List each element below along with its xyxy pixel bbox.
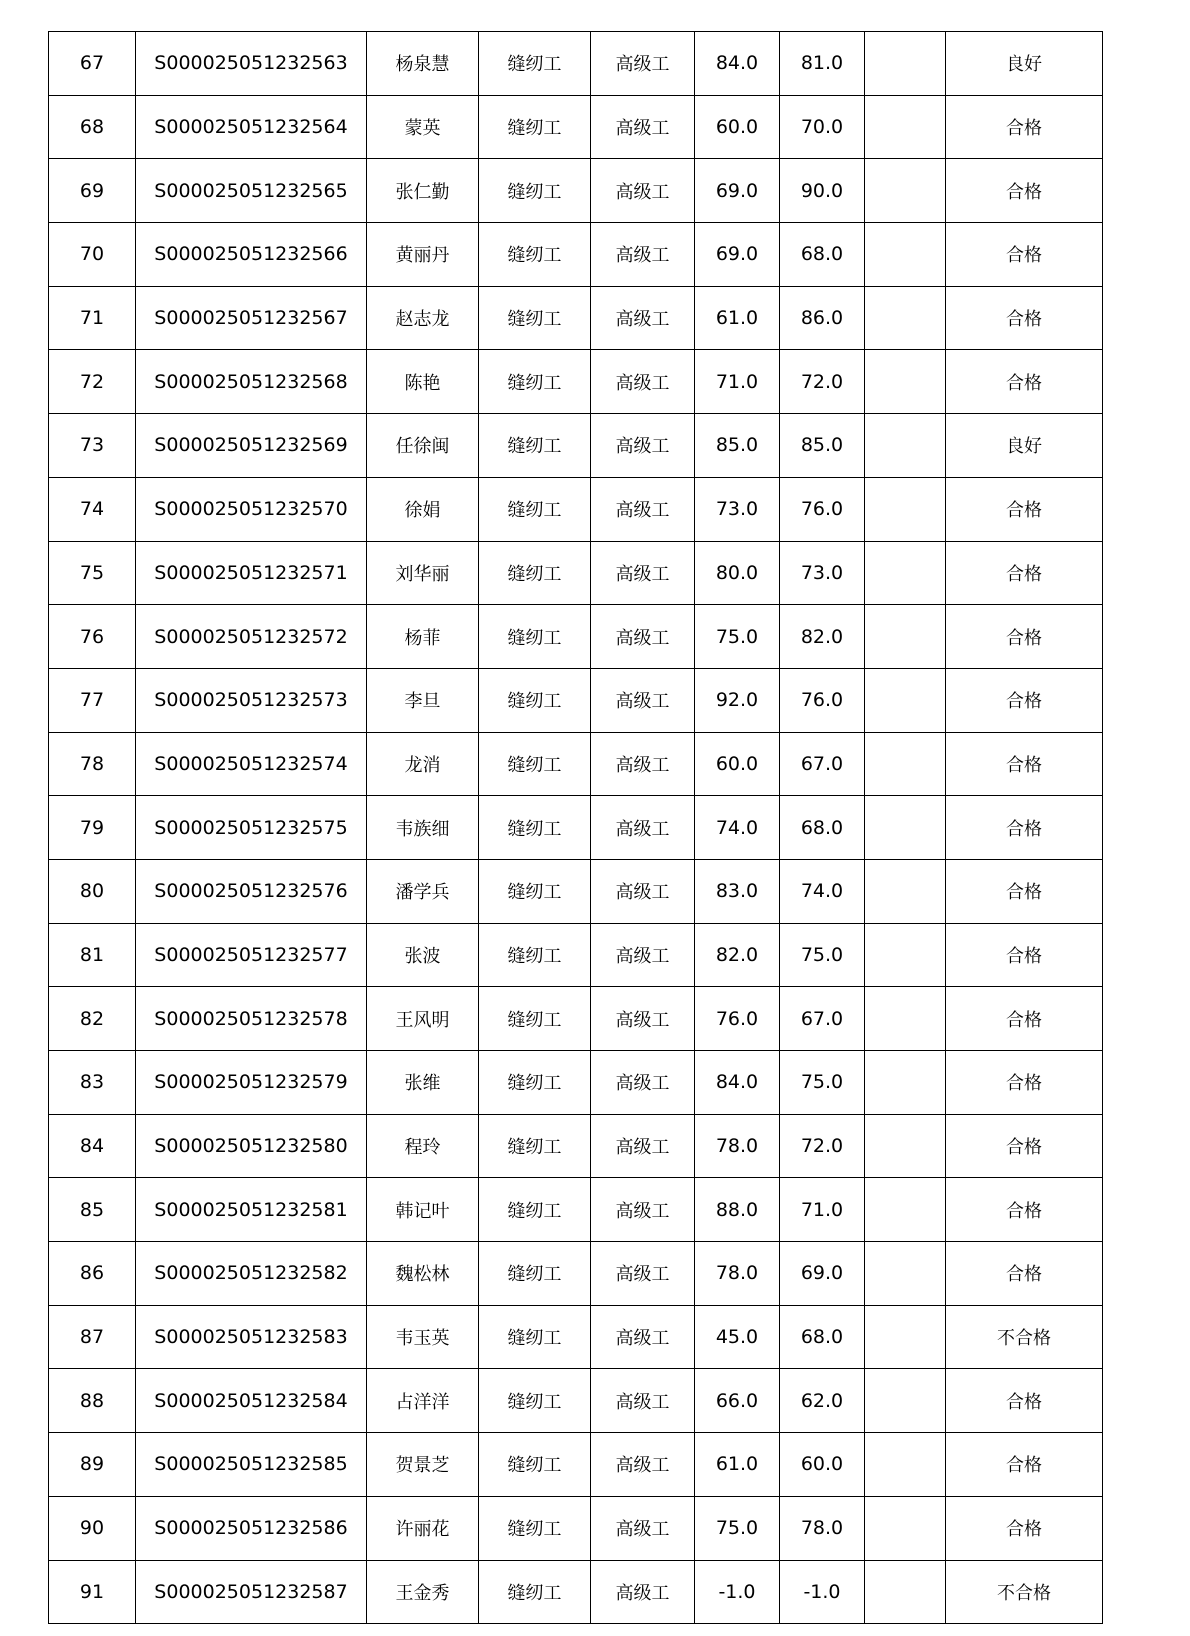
empty-cell bbox=[865, 477, 946, 541]
candidate-id-cell: S000025051232569 bbox=[136, 414, 367, 478]
candidate-id-cell: S000025051232566 bbox=[136, 223, 367, 287]
result-cell: 合格 bbox=[946, 1496, 1103, 1560]
level-cell: 高级工 bbox=[591, 350, 695, 414]
result-cell: 良好 bbox=[946, 32, 1103, 96]
trade-cell: 缝纫工 bbox=[479, 1051, 591, 1115]
row-number-cell: 83 bbox=[49, 1051, 136, 1115]
table-row bbox=[49, 350, 1103, 414]
practical-score-cell: 81.0 bbox=[780, 32, 865, 96]
level-cell: 高级工 bbox=[591, 1178, 695, 1242]
empty-cell bbox=[865, 987, 946, 1051]
row-number-cell: 77 bbox=[49, 668, 136, 732]
candidate-name-cell: 潘学兵 bbox=[367, 859, 479, 923]
theory-score-cell: 69.0 bbox=[695, 223, 780, 287]
table-row bbox=[49, 859, 1103, 923]
theory-score-cell: 92.0 bbox=[695, 668, 780, 732]
practical-score-cell: 71.0 bbox=[780, 1178, 865, 1242]
row-number-cell: 76 bbox=[49, 605, 136, 669]
theory-score-cell: 75.0 bbox=[695, 1496, 780, 1560]
candidate-name-cell: 黄丽丹 bbox=[367, 223, 479, 287]
theory-score-cell: 78.0 bbox=[695, 1114, 780, 1178]
practical-score-cell: 76.0 bbox=[780, 668, 865, 732]
theory-score-cell: 82.0 bbox=[695, 923, 780, 987]
candidate-name-cell: 魏松林 bbox=[367, 1242, 479, 1306]
theory-score-cell: 60.0 bbox=[695, 732, 780, 796]
result-cell: 合格 bbox=[946, 541, 1103, 605]
result-cell: 合格 bbox=[946, 605, 1103, 669]
empty-cell bbox=[865, 286, 946, 350]
empty-cell bbox=[865, 1560, 946, 1624]
empty-cell bbox=[865, 541, 946, 605]
result-cell: 合格 bbox=[946, 350, 1103, 414]
candidate-id-cell: S000025051232572 bbox=[136, 605, 367, 669]
table-row bbox=[49, 223, 1103, 287]
candidate-name-cell: 龙消 bbox=[367, 732, 479, 796]
trade-cell: 缝纫工 bbox=[479, 1433, 591, 1497]
practical-score-cell: 72.0 bbox=[780, 1114, 865, 1178]
candidate-id-cell: S000025051232576 bbox=[136, 859, 367, 923]
theory-score-cell: 75.0 bbox=[695, 605, 780, 669]
table-row bbox=[49, 541, 1103, 605]
table-row bbox=[49, 605, 1103, 669]
level-cell: 高级工 bbox=[591, 859, 695, 923]
level-cell: 高级工 bbox=[591, 1305, 695, 1369]
level-cell: 高级工 bbox=[591, 668, 695, 732]
candidate-name-cell: 徐娟 bbox=[367, 477, 479, 541]
theory-score-cell: 73.0 bbox=[695, 477, 780, 541]
row-number-cell: 74 bbox=[49, 477, 136, 541]
level-cell: 高级工 bbox=[591, 1242, 695, 1306]
practical-score-cell: 68.0 bbox=[780, 796, 865, 860]
trade-cell: 缝纫工 bbox=[479, 732, 591, 796]
candidate-name-cell: 许丽花 bbox=[367, 1496, 479, 1560]
candidate-name-cell: 张维 bbox=[367, 1051, 479, 1115]
practical-score-cell: -1.0 bbox=[780, 1560, 865, 1624]
theory-score-cell: 45.0 bbox=[695, 1305, 780, 1369]
table-row bbox=[49, 1560, 1103, 1624]
trade-cell: 缝纫工 bbox=[479, 987, 591, 1051]
candidate-id-cell: S000025051232571 bbox=[136, 541, 367, 605]
level-cell: 高级工 bbox=[591, 159, 695, 223]
practical-score-cell: 82.0 bbox=[780, 605, 865, 669]
candidate-name-cell: 李旦 bbox=[367, 668, 479, 732]
practical-score-cell: 78.0 bbox=[780, 1496, 865, 1560]
result-cell: 合格 bbox=[946, 1433, 1103, 1497]
result-cell: 合格 bbox=[946, 1178, 1103, 1242]
candidate-id-cell: S000025051232577 bbox=[136, 923, 367, 987]
candidate-name-cell: 刘华丽 bbox=[367, 541, 479, 605]
row-number-cell: 81 bbox=[49, 923, 136, 987]
practical-score-cell: 62.0 bbox=[780, 1369, 865, 1433]
result-cell: 良好 bbox=[946, 414, 1103, 478]
trade-cell: 缝纫工 bbox=[479, 1305, 591, 1369]
row-number-cell: 70 bbox=[49, 223, 136, 287]
empty-cell bbox=[865, 1496, 946, 1560]
trade-cell: 缝纫工 bbox=[479, 286, 591, 350]
candidate-id-cell: S000025051232587 bbox=[136, 1560, 367, 1624]
candidate-name-cell: 任徐闽 bbox=[367, 414, 479, 478]
trade-cell: 缝纫工 bbox=[479, 1114, 591, 1178]
empty-cell bbox=[865, 1369, 946, 1433]
empty-cell bbox=[865, 1051, 946, 1115]
level-cell: 高级工 bbox=[591, 286, 695, 350]
results-table bbox=[48, 31, 1103, 1624]
table-row bbox=[49, 1051, 1103, 1115]
level-cell: 高级工 bbox=[591, 1560, 695, 1624]
trade-cell: 缝纫工 bbox=[479, 1496, 591, 1560]
candidate-id-cell: S000025051232565 bbox=[136, 159, 367, 223]
candidate-id-cell: S000025051232578 bbox=[136, 987, 367, 1051]
practical-score-cell: 67.0 bbox=[780, 987, 865, 1051]
empty-cell bbox=[865, 414, 946, 478]
row-number-cell: 67 bbox=[49, 32, 136, 96]
result-cell: 合格 bbox=[946, 923, 1103, 987]
candidate-id-cell: S000025051232564 bbox=[136, 95, 367, 159]
empty-cell bbox=[865, 159, 946, 223]
level-cell: 高级工 bbox=[591, 1051, 695, 1115]
candidate-name-cell: 韦玉英 bbox=[367, 1305, 479, 1369]
theory-score-cell: 61.0 bbox=[695, 286, 780, 350]
level-cell: 高级工 bbox=[591, 732, 695, 796]
table-body bbox=[49, 32, 1103, 1624]
empty-cell bbox=[865, 95, 946, 159]
theory-score-cell: 88.0 bbox=[695, 1178, 780, 1242]
result-cell: 合格 bbox=[946, 1051, 1103, 1115]
empty-cell bbox=[865, 350, 946, 414]
row-number-cell: 90 bbox=[49, 1496, 136, 1560]
candidate-id-cell: S000025051232584 bbox=[136, 1369, 367, 1433]
practical-score-cell: 75.0 bbox=[780, 1051, 865, 1115]
theory-score-cell: 78.0 bbox=[695, 1242, 780, 1306]
candidate-id-cell: S000025051232575 bbox=[136, 796, 367, 860]
practical-score-cell: 68.0 bbox=[780, 223, 865, 287]
candidate-id-cell: S000025051232567 bbox=[136, 286, 367, 350]
theory-score-cell: 66.0 bbox=[695, 1369, 780, 1433]
theory-score-cell: 85.0 bbox=[695, 414, 780, 478]
level-cell: 高级工 bbox=[591, 32, 695, 96]
candidate-name-cell: 张仁勤 bbox=[367, 159, 479, 223]
candidate-id-cell: S000025051232585 bbox=[136, 1433, 367, 1497]
practical-score-cell: 69.0 bbox=[780, 1242, 865, 1306]
practical-score-cell: 73.0 bbox=[780, 541, 865, 605]
candidate-name-cell: 杨泉慧 bbox=[367, 32, 479, 96]
row-number-cell: 84 bbox=[49, 1114, 136, 1178]
candidate-name-cell: 韦族细 bbox=[367, 796, 479, 860]
candidate-id-cell: S000025051232582 bbox=[136, 1242, 367, 1306]
empty-cell bbox=[865, 605, 946, 669]
candidate-id-cell: S000025051232573 bbox=[136, 668, 367, 732]
empty-cell bbox=[865, 668, 946, 732]
candidate-name-cell: 张波 bbox=[367, 923, 479, 987]
trade-cell: 缝纫工 bbox=[479, 796, 591, 860]
result-cell: 合格 bbox=[946, 1242, 1103, 1306]
empty-cell bbox=[865, 796, 946, 860]
candidate-id-cell: S000025051232574 bbox=[136, 732, 367, 796]
practical-score-cell: 75.0 bbox=[780, 923, 865, 987]
row-number-cell: 79 bbox=[49, 796, 136, 860]
candidate-name-cell: 韩记叶 bbox=[367, 1178, 479, 1242]
row-number-cell: 82 bbox=[49, 987, 136, 1051]
row-number-cell: 68 bbox=[49, 95, 136, 159]
result-cell: 合格 bbox=[946, 732, 1103, 796]
table-row bbox=[49, 95, 1103, 159]
result-cell: 不合格 bbox=[946, 1560, 1103, 1624]
result-cell: 合格 bbox=[946, 223, 1103, 287]
candidate-id-cell: S000025051232563 bbox=[136, 32, 367, 96]
trade-cell: 缝纫工 bbox=[479, 159, 591, 223]
empty-cell bbox=[865, 1114, 946, 1178]
theory-score-cell: 69.0 bbox=[695, 159, 780, 223]
table-row bbox=[49, 286, 1103, 350]
table-row bbox=[49, 732, 1103, 796]
row-number-cell: 89 bbox=[49, 1433, 136, 1497]
theory-score-cell: -1.0 bbox=[695, 1560, 780, 1624]
trade-cell: 缝纫工 bbox=[479, 923, 591, 987]
level-cell: 高级工 bbox=[591, 223, 695, 287]
empty-cell bbox=[865, 1433, 946, 1497]
level-cell: 高级工 bbox=[591, 95, 695, 159]
candidate-name-cell: 陈艳 bbox=[367, 350, 479, 414]
table-row bbox=[49, 923, 1103, 987]
theory-score-cell: 83.0 bbox=[695, 859, 780, 923]
trade-cell: 缝纫工 bbox=[479, 1369, 591, 1433]
candidate-id-cell: S000025051232586 bbox=[136, 1496, 367, 1560]
row-number-cell: 78 bbox=[49, 732, 136, 796]
theory-score-cell: 71.0 bbox=[695, 350, 780, 414]
table-row bbox=[49, 796, 1103, 860]
level-cell: 高级工 bbox=[591, 477, 695, 541]
empty-cell bbox=[865, 732, 946, 796]
theory-score-cell: 84.0 bbox=[695, 1051, 780, 1115]
result-cell: 合格 bbox=[946, 796, 1103, 860]
level-cell: 高级工 bbox=[591, 414, 695, 478]
empty-cell bbox=[865, 859, 946, 923]
row-number-cell: 91 bbox=[49, 1560, 136, 1624]
theory-score-cell: 76.0 bbox=[695, 987, 780, 1051]
empty-cell bbox=[865, 1242, 946, 1306]
candidate-id-cell: S000025051232568 bbox=[136, 350, 367, 414]
result-cell: 合格 bbox=[946, 987, 1103, 1051]
table-row bbox=[49, 1496, 1103, 1560]
result-cell: 合格 bbox=[946, 286, 1103, 350]
trade-cell: 缝纫工 bbox=[479, 477, 591, 541]
result-cell: 合格 bbox=[946, 477, 1103, 541]
table-row bbox=[49, 1242, 1103, 1306]
row-number-cell: 75 bbox=[49, 541, 136, 605]
empty-cell bbox=[865, 223, 946, 287]
practical-score-cell: 67.0 bbox=[780, 732, 865, 796]
practical-score-cell: 70.0 bbox=[780, 95, 865, 159]
table-row bbox=[49, 32, 1103, 96]
candidate-name-cell: 占洋洋 bbox=[367, 1369, 479, 1433]
candidate-name-cell: 赵志龙 bbox=[367, 286, 479, 350]
table-row bbox=[49, 1178, 1103, 1242]
trade-cell: 缝纫工 bbox=[479, 668, 591, 732]
theory-score-cell: 80.0 bbox=[695, 541, 780, 605]
candidate-name-cell: 程玲 bbox=[367, 1114, 479, 1178]
result-cell: 合格 bbox=[946, 668, 1103, 732]
result-cell: 合格 bbox=[946, 1114, 1103, 1178]
empty-cell bbox=[865, 1305, 946, 1369]
result-cell: 合格 bbox=[946, 95, 1103, 159]
level-cell: 高级工 bbox=[591, 605, 695, 669]
table-row bbox=[49, 1305, 1103, 1369]
row-number-cell: 87 bbox=[49, 1305, 136, 1369]
level-cell: 高级工 bbox=[591, 1114, 695, 1178]
result-cell: 合格 bbox=[946, 1369, 1103, 1433]
trade-cell: 缝纫工 bbox=[479, 1242, 591, 1306]
row-number-cell: 85 bbox=[49, 1178, 136, 1242]
practical-score-cell: 72.0 bbox=[780, 350, 865, 414]
theory-score-cell: 61.0 bbox=[695, 1433, 780, 1497]
practical-score-cell: 74.0 bbox=[780, 859, 865, 923]
table-row bbox=[49, 668, 1103, 732]
result-cell: 合格 bbox=[946, 859, 1103, 923]
table-row bbox=[49, 1433, 1103, 1497]
level-cell: 高级工 bbox=[591, 923, 695, 987]
candidate-id-cell: S000025051232583 bbox=[136, 1305, 367, 1369]
row-number-cell: 72 bbox=[49, 350, 136, 414]
row-number-cell: 88 bbox=[49, 1369, 136, 1433]
level-cell: 高级工 bbox=[591, 1369, 695, 1433]
trade-cell: 缝纫工 bbox=[479, 95, 591, 159]
candidate-id-cell: S000025051232581 bbox=[136, 1178, 367, 1242]
result-cell: 不合格 bbox=[946, 1305, 1103, 1369]
empty-cell bbox=[865, 32, 946, 96]
trade-cell: 缝纫工 bbox=[479, 1178, 591, 1242]
table-row bbox=[49, 1114, 1103, 1178]
candidate-id-cell: S000025051232580 bbox=[136, 1114, 367, 1178]
level-cell: 高级工 bbox=[591, 796, 695, 860]
level-cell: 高级工 bbox=[591, 987, 695, 1051]
empty-cell bbox=[865, 923, 946, 987]
trade-cell: 缝纫工 bbox=[479, 605, 591, 669]
candidate-name-cell: 杨菲 bbox=[367, 605, 479, 669]
level-cell: 高级工 bbox=[591, 1496, 695, 1560]
theory-score-cell: 84.0 bbox=[695, 32, 780, 96]
trade-cell: 缝纫工 bbox=[479, 541, 591, 605]
trade-cell: 缝纫工 bbox=[479, 32, 591, 96]
row-number-cell: 69 bbox=[49, 159, 136, 223]
practical-score-cell: 90.0 bbox=[780, 159, 865, 223]
row-number-cell: 86 bbox=[49, 1242, 136, 1306]
table-row bbox=[49, 159, 1103, 223]
table-row bbox=[49, 477, 1103, 541]
trade-cell: 缝纫工 bbox=[479, 859, 591, 923]
theory-score-cell: 74.0 bbox=[695, 796, 780, 860]
trade-cell: 缝纫工 bbox=[479, 1560, 591, 1624]
practical-score-cell: 85.0 bbox=[780, 414, 865, 478]
table-row bbox=[49, 1369, 1103, 1433]
empty-cell bbox=[865, 1178, 946, 1242]
level-cell: 高级工 bbox=[591, 1433, 695, 1497]
practical-score-cell: 68.0 bbox=[780, 1305, 865, 1369]
trade-cell: 缝纫工 bbox=[479, 350, 591, 414]
practical-score-cell: 60.0 bbox=[780, 1433, 865, 1497]
theory-score-cell: 60.0 bbox=[695, 95, 780, 159]
table-row bbox=[49, 987, 1103, 1051]
row-number-cell: 73 bbox=[49, 414, 136, 478]
trade-cell: 缝纫工 bbox=[479, 414, 591, 478]
candidate-name-cell: 蒙英 bbox=[367, 95, 479, 159]
trade-cell: 缝纫工 bbox=[479, 223, 591, 287]
practical-score-cell: 86.0 bbox=[780, 286, 865, 350]
practical-score-cell: 76.0 bbox=[780, 477, 865, 541]
table-row bbox=[49, 414, 1103, 478]
result-cell: 合格 bbox=[946, 159, 1103, 223]
candidate-name-cell: 王金秀 bbox=[367, 1560, 479, 1624]
candidate-name-cell: 贺景芝 bbox=[367, 1433, 479, 1497]
row-number-cell: 71 bbox=[49, 286, 136, 350]
candidate-name-cell: 王风明 bbox=[367, 987, 479, 1051]
level-cell: 高级工 bbox=[591, 541, 695, 605]
candidate-id-cell: S000025051232579 bbox=[136, 1051, 367, 1115]
row-number-cell: 80 bbox=[49, 859, 136, 923]
candidate-id-cell: S000025051232570 bbox=[136, 477, 367, 541]
